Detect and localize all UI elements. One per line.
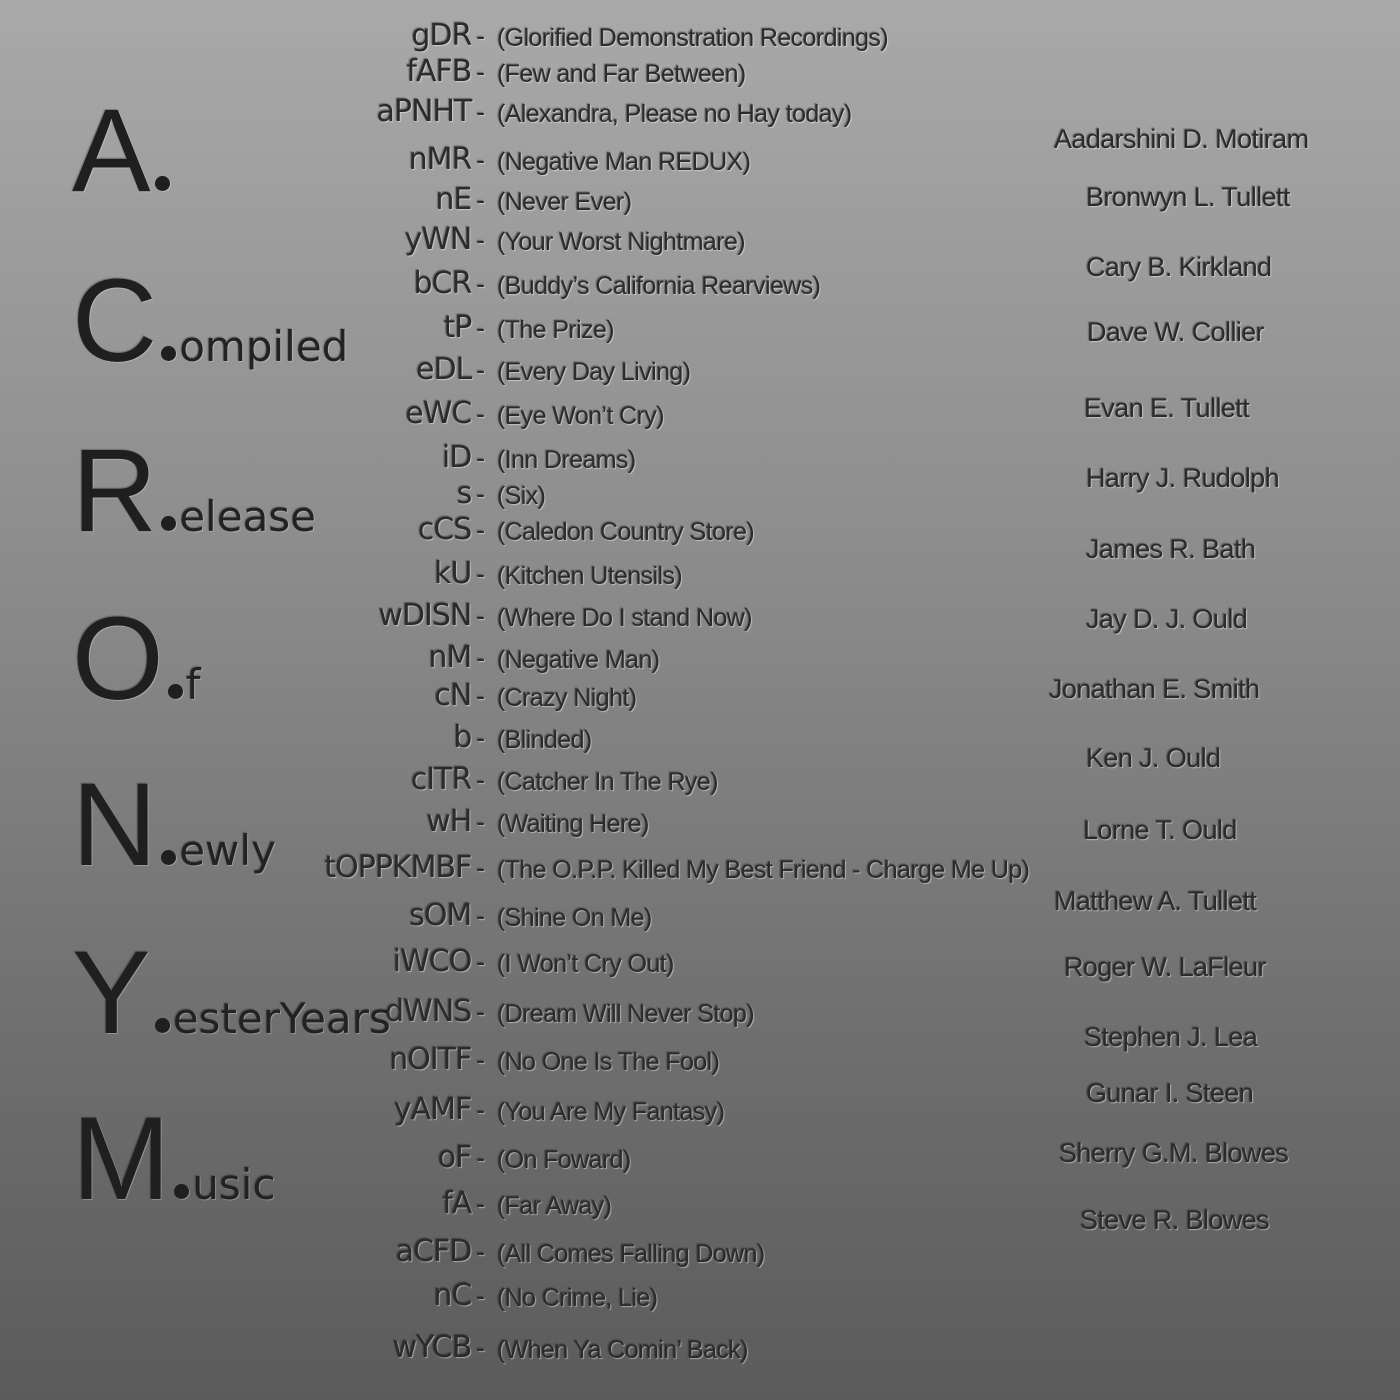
track-row bbox=[0, 1042, 720, 1077]
track-separator: - bbox=[476, 559, 485, 589]
track-title: (When Ya Comin’ Back) bbox=[497, 1336, 748, 1364]
track-abbreviation: eWC bbox=[405, 396, 472, 431]
track-abbreviation: fA bbox=[442, 1186, 472, 1221]
credit-name: Roger W. LaFleur bbox=[1064, 952, 1266, 982]
track-abbreviation: cITR bbox=[410, 762, 472, 797]
track-abbreviation: sOM bbox=[409, 898, 472, 933]
track-separator: - bbox=[476, 313, 485, 343]
track-abbreviation: iWCO bbox=[392, 944, 472, 979]
track-title: (Where Do I stand Now) bbox=[497, 604, 752, 632]
track-separator: - bbox=[476, 1045, 485, 1075]
track-abbreviation: iD bbox=[441, 440, 472, 475]
track-separator: - bbox=[476, 765, 485, 795]
acronym-letter: Y bbox=[72, 927, 151, 1059]
track-separator: - bbox=[476, 807, 485, 837]
credit-name: Jay D. J. Ould bbox=[1086, 604, 1248, 634]
track-title: (Every Day Living) bbox=[497, 358, 691, 386]
track-separator: - bbox=[476, 901, 485, 931]
track-row bbox=[0, 762, 718, 797]
acronym-word-rest: esterYears bbox=[172, 994, 391, 1043]
acronym-word-rest: ompiled bbox=[179, 322, 349, 371]
track-title: (No Crime, Lie) bbox=[497, 1284, 658, 1312]
track-abbreviation: b bbox=[453, 720, 472, 755]
track-row bbox=[0, 944, 674, 979]
track-title: (Alexandra, Please no Hay today) bbox=[497, 100, 852, 128]
track-separator: - bbox=[476, 681, 485, 711]
track-row bbox=[0, 994, 755, 1029]
track-row bbox=[0, 598, 752, 633]
track-row bbox=[0, 850, 1030, 885]
track-separator: - bbox=[476, 269, 485, 299]
track-title: (Glorified Demonstration Recordings) bbox=[497, 24, 889, 52]
track-abbreviation: bCR bbox=[413, 266, 472, 301]
track-row bbox=[0, 1330, 748, 1365]
track-title: (Eye Won’t Cry) bbox=[497, 402, 664, 430]
track-row bbox=[0, 898, 652, 933]
track-row bbox=[0, 266, 821, 301]
track-separator: - bbox=[476, 1095, 485, 1125]
track-separator: - bbox=[476, 355, 485, 385]
credit-name: Cary B. Kirkland bbox=[1086, 252, 1272, 282]
track-title: (Negative Man) bbox=[497, 646, 660, 674]
track-separator: - bbox=[476, 1333, 485, 1363]
credit-name: James R. Bath bbox=[1086, 534, 1256, 564]
track-row bbox=[0, 440, 636, 475]
track-title: (I Won’t Cry Out) bbox=[497, 950, 674, 978]
acronym-word-rest: usic bbox=[192, 1160, 276, 1209]
acronym-letter: C bbox=[72, 255, 158, 387]
track-row bbox=[0, 556, 683, 591]
credits-list bbox=[1040, 0, 1380, 1400]
track-row bbox=[0, 352, 691, 387]
track-separator: - bbox=[476, 601, 485, 631]
track-separator: - bbox=[476, 997, 485, 1027]
credit-name: Dave W. Collier bbox=[1087, 317, 1265, 347]
track-row bbox=[0, 54, 746, 89]
track-title: (Few and Far Between) bbox=[497, 60, 746, 88]
credit-name: Matthew A. Tullett bbox=[1054, 886, 1257, 916]
track-separator: - bbox=[476, 643, 485, 673]
track-row bbox=[0, 476, 546, 511]
track-row bbox=[0, 1278, 658, 1313]
track-title: (Inn Dreams) bbox=[497, 446, 636, 474]
track-abbreviation: eDL bbox=[416, 352, 472, 387]
track-title: (Caledon Country Store) bbox=[497, 518, 755, 546]
track-abbreviation: nC bbox=[433, 1278, 472, 1313]
track-title: (All Comes Falling Down) bbox=[497, 1240, 765, 1268]
track-separator: - bbox=[476, 947, 485, 977]
track-title: (Shine On Me) bbox=[497, 904, 652, 932]
track-title: (Six) bbox=[497, 482, 546, 510]
track-separator: - bbox=[476, 515, 485, 545]
track-row bbox=[0, 678, 637, 713]
track-abbreviation: kU bbox=[433, 556, 472, 591]
track-abbreviation: aPNHT bbox=[376, 94, 472, 129]
credit-name: Harry J. Rudolph bbox=[1086, 463, 1279, 493]
track-row bbox=[0, 1092, 725, 1127]
track-row bbox=[0, 1234, 765, 1269]
credit-name: Steve R. Blowes bbox=[1080, 1205, 1270, 1235]
track-abbreviation: s bbox=[456, 476, 472, 511]
track-row bbox=[0, 640, 660, 675]
track-title: (Negative Man REDUX) bbox=[497, 148, 751, 176]
track-row bbox=[0, 182, 632, 217]
track-abbreviation: wYCB bbox=[392, 1330, 472, 1365]
track-abbreviation: cCS bbox=[417, 512, 472, 547]
track-separator: - bbox=[476, 57, 485, 87]
track-title: (Dream Will Never Stop) bbox=[497, 1000, 755, 1028]
credit-name: Lorne T. Ould bbox=[1083, 815, 1237, 845]
track-separator: - bbox=[476, 1281, 485, 1311]
track-title: (Waiting Here) bbox=[497, 810, 649, 838]
track-title: (Far Away) bbox=[497, 1192, 612, 1220]
track-abbreviation: nMR bbox=[408, 142, 472, 177]
track-title: (No One Is The Fool) bbox=[497, 1048, 720, 1076]
credit-name: Aadarshini D. Motiram bbox=[1054, 124, 1309, 154]
track-separator: - bbox=[476, 97, 485, 127]
track-title: (The O.P.P. Killed My Best Friend - Charge Me Up) bbox=[497, 856, 1030, 884]
track-title: (Kitchen Utensils) bbox=[497, 562, 683, 590]
track-separator: - bbox=[476, 853, 485, 883]
credit-name: Ken J. Ould bbox=[1086, 743, 1221, 773]
track-row bbox=[0, 1186, 612, 1221]
track-row bbox=[0, 18, 889, 53]
acronym-word-rest: f bbox=[185, 660, 201, 709]
track-abbreviation: yAMF bbox=[393, 1092, 472, 1127]
track-separator: - bbox=[476, 1189, 485, 1219]
credit-name: Evan E. Tullett bbox=[1084, 393, 1250, 423]
acronym-letter: A bbox=[72, 85, 151, 217]
track-abbreviation: fAFB bbox=[406, 54, 472, 89]
track-title: (Blinded) bbox=[497, 726, 592, 754]
track-title: (Your Worst Nightmare) bbox=[497, 228, 745, 256]
track-title: (Catcher In The Rye) bbox=[497, 768, 718, 796]
track-title: (The Prize) bbox=[497, 316, 615, 344]
track-abbreviation: oF bbox=[437, 1140, 472, 1175]
credit-name: Bronwyn L. Tullett bbox=[1086, 182, 1290, 212]
track-title: (Buddy’s California Rearviews) bbox=[497, 272, 821, 300]
track-abbreviation: nE bbox=[435, 182, 472, 217]
track-row bbox=[0, 512, 755, 547]
track-abbreviation: wH bbox=[426, 804, 472, 839]
track-separator: - bbox=[476, 399, 485, 429]
track-separator: - bbox=[476, 185, 485, 215]
track-row bbox=[0, 142, 751, 177]
track-title: (You Are My Fantasy) bbox=[497, 1098, 725, 1126]
track-separator: - bbox=[476, 1237, 485, 1267]
track-row bbox=[0, 396, 664, 431]
track-separator: - bbox=[476, 443, 485, 473]
track-abbreviation: tP bbox=[443, 310, 472, 345]
acronym-letter: M bbox=[72, 1093, 171, 1225]
acronym-letter: O bbox=[72, 593, 164, 725]
track-row bbox=[0, 720, 592, 755]
acronym-word-rest: elease bbox=[179, 492, 317, 541]
track-separator: - bbox=[476, 723, 485, 753]
track-abbreviation: aCFD bbox=[395, 1234, 472, 1269]
track-abbreviation: yWN bbox=[404, 222, 472, 257]
track-abbreviation: wDISN bbox=[378, 598, 472, 633]
track-abbreviation: nOITF bbox=[389, 1042, 472, 1077]
acronym-letter: N bbox=[72, 759, 158, 891]
track-title: (Never Ever) bbox=[497, 188, 632, 216]
acronym-word-rest: ewly bbox=[179, 826, 276, 875]
acronym-letter: R bbox=[72, 425, 158, 557]
track-abbreviation: gDR bbox=[411, 18, 472, 53]
track-separator: - bbox=[476, 225, 485, 255]
track-separator: - bbox=[476, 21, 485, 51]
credit-name: Stephen J. Lea bbox=[1084, 1022, 1258, 1052]
track-row bbox=[0, 804, 649, 839]
track-row bbox=[0, 94, 852, 129]
track-abbreviation: tOPPKMBF bbox=[324, 850, 472, 885]
credit-name: Gunar I. Steen bbox=[1086, 1078, 1254, 1108]
credit-name: Jonathan E. Smith bbox=[1049, 674, 1260, 704]
track-title: (On Foward) bbox=[497, 1146, 631, 1174]
track-separator: - bbox=[476, 1143, 485, 1173]
track-abbreviation: dWNS bbox=[385, 994, 472, 1029]
track-separator: - bbox=[476, 479, 485, 509]
track-abbreviation: cN bbox=[434, 678, 472, 713]
track-separator: - bbox=[476, 145, 485, 175]
track-row bbox=[0, 222, 745, 257]
track-row bbox=[0, 310, 615, 345]
track-row bbox=[0, 1140, 631, 1175]
track-title: (Crazy Night) bbox=[497, 684, 637, 712]
track-abbreviation: nM bbox=[428, 640, 472, 675]
credit-name: Sherry G.M. Blowes bbox=[1059, 1138, 1289, 1168]
